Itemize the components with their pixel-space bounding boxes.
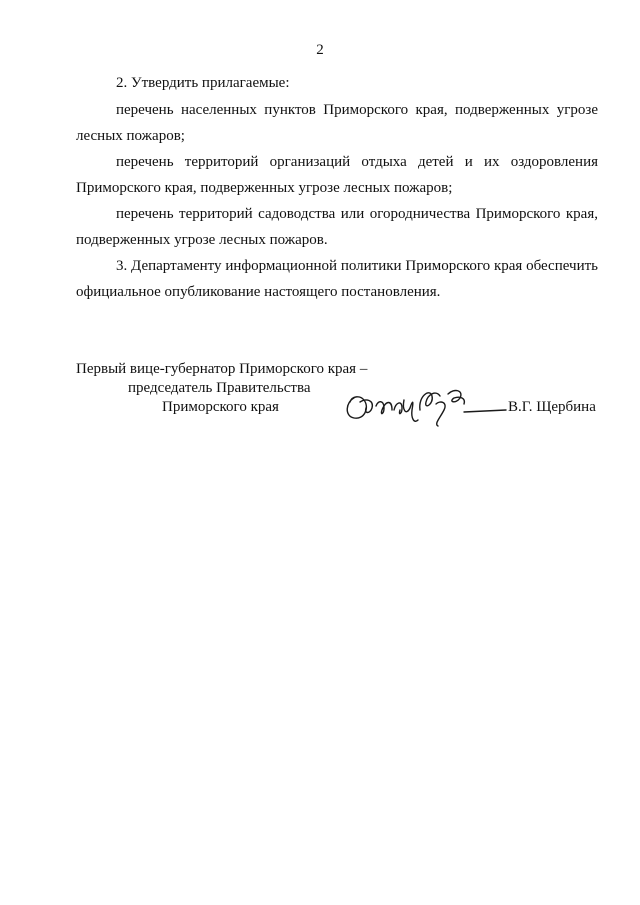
- paragraph-list-settlements: перечень населенных пунктов Приморского края, подверженных угрозе лесных пожаров;: [76, 102, 598, 144]
- handwritten-signature: [340, 380, 510, 430]
- paragraph-list-children-camps: перечень территорий организаций отдыха детей и их оздоровления Приморского края, подверженных угрозе лесных пожаров;: [76, 154, 598, 196]
- paragraph-approve-intro: 2. Утвердить прилагаемые:: [116, 75, 290, 91]
- signatory-position-line-2: председатель Правительства: [128, 380, 311, 396]
- signatory-position-line-3: Приморского края: [162, 399, 279, 415]
- signatory-position-line-1: Первый вице-губернатор Приморского края –: [76, 361, 368, 377]
- paragraph-publication-order: 3. Департаменту информационной политики Приморского края обеспечить официальное опубликование настоящего постановления.: [76, 258, 598, 300]
- signer-name: В.Г. Щербина: [508, 399, 596, 415]
- page-number: 2: [316, 42, 324, 58]
- paragraph-list-gardening: перечень территорий садоводства или огородничества Приморского края, подверженных угрозе лесных пожаров.: [76, 206, 598, 248]
